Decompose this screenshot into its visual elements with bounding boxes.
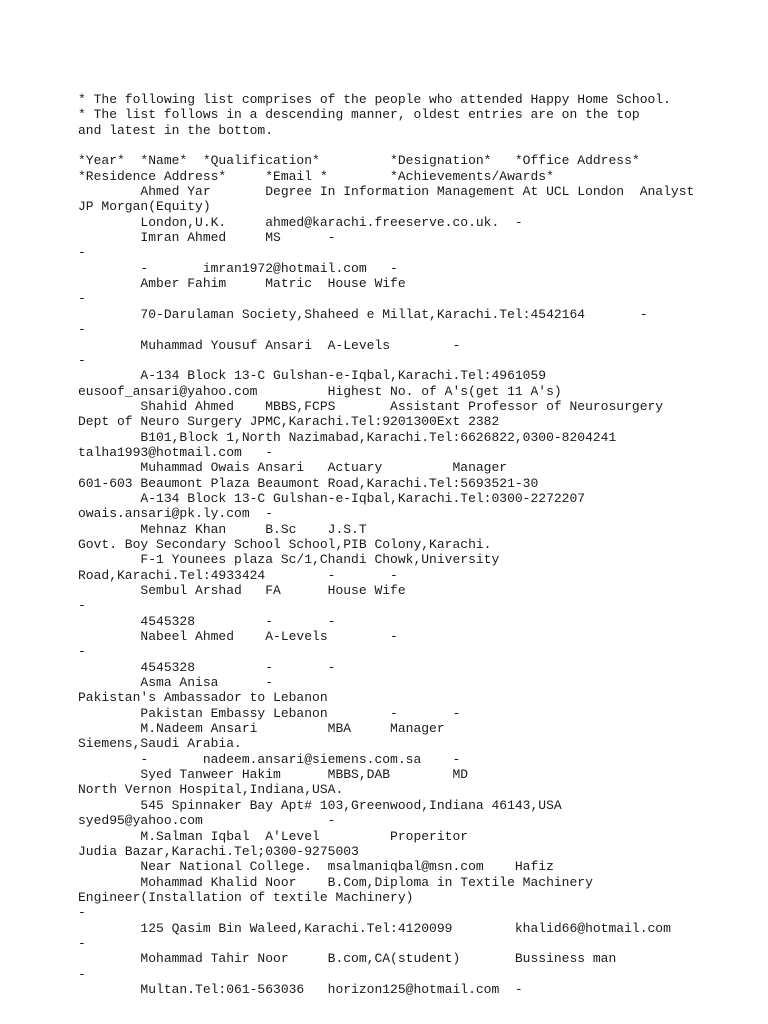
text-line: *Residence Address* *Email * *Achievements/Awards* (78, 168, 554, 184)
text-line: F-1 Younees plaza Sc/1,Chandi Chowk,University (78, 552, 500, 568)
text-line: London,U.K. ahmed@karachi.freeserve.co.uk. - (78, 214, 523, 230)
text-line: Muhammad Yousuf Ansari A-Levels - (78, 337, 461, 353)
text-line: * The list follows in a descending manner, oldest entries are on the top (78, 107, 640, 123)
text-line: syed95@yahoo.com - (78, 813, 336, 829)
text-line: - imran1972@hotmail.com - (78, 260, 398, 276)
text-line: - (78, 352, 86, 368)
text-line: Sembul Arshad FA House Wife (78, 583, 406, 598)
text-line: 4545328 - - (78, 613, 336, 629)
text-line: Shahid Ahmed MBBS,FCPS Assistant Professor of Neurosurgery (78, 398, 664, 414)
text-line: 545 Spinnaker Bay Apt# 103,Greenwood,Indiana 46143,USA (78, 797, 562, 813)
text-line: - (78, 905, 86, 921)
text-line: JP Morgan(Equity) (78, 199, 211, 215)
text-line: Asma Anisa - (78, 675, 274, 691)
text-line: *Year* *Name* *Qualification* *Designation* *Office Address* (78, 153, 640, 169)
text-line (78, 138, 758, 153)
text-line: B101,Block 1,North Nazimabad,Karachi.Tel:6626822,0300-8204241 (78, 429, 617, 445)
text-line: - (78, 935, 86, 951)
text-line: Mohammad Khalid Noor B.Com,Diploma in Textile Machinery (78, 874, 593, 890)
document-body (78, 92, 758, 997)
text-line: - (78, 598, 86, 614)
text-line: Ahmed Yar Degree In Information Management At UCL London Analyst (78, 184, 695, 200)
text-line: A-134 Block 13-C Gulshan-e-Iqbal,Karachi.Tel:4961059 (78, 368, 547, 384)
text-line: Pakistan Embassy Lebanon - - (78, 705, 461, 721)
text-line: Multan.Tel:061-563036 horizon125@hotmail.com - (78, 981, 523, 997)
text-line: M.Nadeem Ansari MBA Manager (78, 721, 445, 737)
text-line: - (78, 644, 86, 660)
text-line: - (78, 322, 86, 338)
text-line: 4545328 - - (78, 659, 336, 675)
text-line: 601-603 Beaumont Plaza Beaumont Road,Karachi.Tel:5693521-30 (78, 475, 539, 491)
text-line: Imran Ahmed MS - (78, 230, 336, 246)
text-line: North Vernon Hospital,Indiana,USA. (78, 782, 344, 798)
text-line: Siemens,Saudi Arabia. (78, 736, 242, 752)
text-line: Dept of Neuro Surgery JPMC,Karachi.Tel:9201300Ext 2382 (78, 414, 500, 430)
text-line: Amber Fahim Matric House Wife (78, 276, 406, 292)
text-line: Mehnaz Khan B.Sc J.S.T (78, 521, 367, 537)
text-line: 125 Qasim Bin Waleed,Karachi.Tel:4120099 khalid66@hotmail.com (78, 920, 671, 936)
text-line: Muhammad Owais Ansari Actuary Manager (78, 460, 508, 476)
text-line: * The following list comprises of the people who attended Happy Home School. (78, 92, 671, 107)
text-line: Govt. Boy Secondary School School,PIB Colony,Karachi. (78, 536, 492, 552)
text-line: - (78, 966, 86, 982)
text-line: Road,Karachi.Tel:4933424 - - (78, 567, 398, 583)
text-line: and latest in the bottom. (78, 122, 274, 138)
text-line: A-134 Block 13-C Gulshan-e-Iqbal,Karachi.Tel:0300-2272207 (78, 490, 586, 506)
text-line: 70-Darulaman Society,Shaheed e Millat,Karachi.Tel:4542164 - (78, 306, 648, 322)
text-line: eusoof_ansari@yahoo.com Highest No. of A's(get 11 A's) (78, 383, 562, 399)
text-line: Pakistan's Ambassador to Lebanon (78, 690, 328, 706)
text-line: - (78, 245, 86, 261)
text-line: Syed Tanweer Hakim MBBS,DAB MD (78, 767, 469, 783)
text-line: Nabeel Ahmed A-Levels - (78, 629, 398, 645)
text-line: talha1993@hotmail.com - (78, 444, 274, 460)
text-line: Engineer(Installation of textile Machinery) (78, 889, 414, 905)
text-line: M.Salman Iqbal A'Level Properitor (78, 828, 469, 844)
text-line: Mohammad Tahir Noor B.com,CA(student) Bussiness man (78, 951, 617, 967)
text-line: Near National College. msalmaniqbal@msn.com Hafiz (78, 859, 554, 875)
text-line: owais.ansari@pk.ly.com - (78, 506, 274, 522)
text-line: Judia Bazar,Karachi.Tel;0300-9275003 (78, 843, 359, 859)
text-line: - nadeem.ansari@siemens.com.sa - (78, 751, 461, 767)
text-line: - (78, 291, 86, 307)
